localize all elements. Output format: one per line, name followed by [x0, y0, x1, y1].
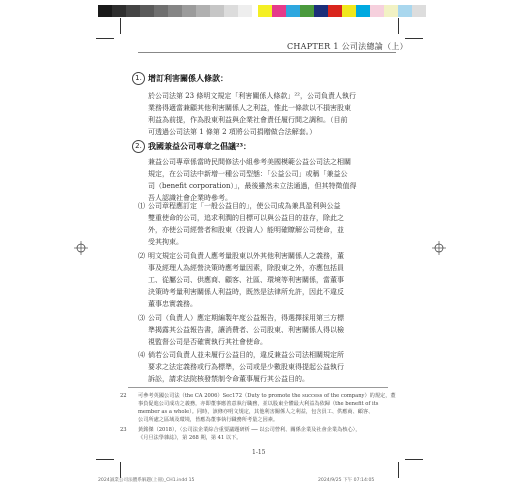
text-line: 吾人認識社會企業時參考。: [148, 194, 232, 202]
text-line: 事及經理人為經營決策時應考量因素，除股東之外，亦應包括員: [148, 264, 344, 272]
header-rule: [138, 52, 396, 53]
crop-mark: [398, 18, 399, 34]
section-heading: 我國兼益公司專章之倡議²³：: [148, 141, 252, 151]
text-line: 兼益公司專章係當時民間修法小組參考美國模範公益公司法之相關: [148, 158, 351, 166]
page-number: 1-15: [252, 449, 266, 456]
crop-mark: [96, 459, 114, 460]
print-slug-left: 2024誠業公司法體系解題(上冊)_CH1.indd 15: [98, 478, 195, 483]
crop-mark: [405, 459, 423, 460]
section-2: [135, 141, 418, 204]
calibration-swatch: [356, 5, 370, 17]
text-line: 董事忠實義務。: [148, 300, 197, 308]
calibration-swatch: [258, 5, 272, 17]
section-1: [135, 73, 418, 138]
text-line: 公司（負責人）應定期編製年度公益報告，得選擇採用第三方標: [148, 314, 344, 322]
text-line: 規定，在公司法中新增一種公司型態：「公益公司」或稱「兼益公: [148, 170, 348, 178]
calibration-swatch: [98, 5, 112, 17]
list-item: [138, 250, 344, 310]
calibration-swatch: [140, 5, 154, 17]
text-line: 司（benefit corporation）」，最後雖然未立法通過，但其特徵值得: [148, 182, 357, 190]
crop-mark: [398, 462, 399, 478]
list-marker: ⑵: [138, 252, 145, 260]
running-header: CHAPTER 1 公司法總論（上）: [286, 42, 408, 51]
calibration-swatch: [328, 5, 342, 17]
list-item: [138, 349, 344, 385]
calibration-swatch: [412, 5, 426, 17]
list-marker: ⑴: [138, 202, 145, 210]
list-marker: ⑷: [138, 351, 145, 359]
registration-mark-icon: [74, 241, 88, 255]
calibration-swatch: [168, 5, 182, 17]
calibration-swatch: [286, 5, 300, 17]
section-paragraph: [148, 90, 418, 138]
text-line: 倘若公司負責人並未履行公益目的，違反兼益公司法相關規定所: [148, 351, 344, 359]
footnote: [120, 426, 398, 442]
calibration-swatch: [300, 5, 314, 17]
text-line: 外，亦使公司經營者和股東（投資人）能明確瞭解公司使命，並: [148, 226, 344, 234]
text-line: 要求之法定義務或行為標準，公司或是少數股東得提起公益執行: [148, 363, 344, 371]
text-line: 黃銘傑（2018），〈公司法企業綜合重要議題研析 ── 以公司營利、關係企業及社會企業為核心〉，: [138, 427, 361, 433]
section-paragraph: [148, 156, 418, 204]
text-line: 訴訟，請求法院核發禁制令命董事履行其公益目的。: [148, 375, 309, 383]
section-heading: 增訂利害關係人條款：: [148, 73, 228, 83]
text-line: 公司章程應訂定「一般公益目的」，使公司成為兼具盈利與公益: [148, 202, 341, 210]
calibration-swatch: [196, 5, 210, 17]
text-line: member as a whole）。同時，該條亦明文規定，其他利害關係人之利益，包含員工、供應商、顧客、: [138, 409, 374, 415]
text-line: 可透過公司法第 1 條第 2 項將公司捐贈做合法解套。）: [148, 128, 317, 136]
calibration-swatch: [154, 5, 168, 17]
calibration-swatch: [342, 5, 356, 17]
calibration-swatch: [384, 5, 398, 17]
list-item: [138, 200, 344, 248]
calibration-swatch: [112, 5, 126, 17]
footnote-number: 22: [120, 393, 127, 399]
footnote-rule: [128, 387, 388, 388]
text-line: 《月旦法學雜誌》，第 268 期，第 41 以下。: [138, 435, 242, 441]
text-line: 明文規定公司負責人應考量股東以外其他利害關係人之義務，董: [148, 252, 344, 260]
grayscale-calibration-bar: [98, 5, 252, 17]
list-marker: ⑶: [138, 314, 145, 322]
text-line: 可參考英國公司法（the CA 2006）Sec172（Duty to promote the success of the company）的規定，董: [138, 393, 396, 399]
text-line: 準揭露其公益報告書，讓消費者、公司股東、利害關係人得以檢: [148, 326, 344, 334]
text-line: 受其拘束。: [148, 238, 183, 246]
calibration-swatch: [210, 5, 224, 17]
calibration-swatch: [370, 5, 384, 17]
calibration-swatch: [182, 5, 196, 17]
text-line: 事負促進公司成功之義務，亦即董事應善意執行職務，並以股東全體最大利益為依歸（the benefit of its: [138, 401, 379, 407]
calibration-swatch: [314, 5, 328, 17]
text-line: 雙重使命的公司，追求利潤的目標可以與公益目的並存，除此之: [148, 214, 344, 222]
calibration-swatch: [224, 5, 238, 17]
text-line: 利益為前提，作為股東利益與企業社會責任履行間之調和。（目前: [148, 116, 348, 124]
registration-mark-icon: [432, 241, 446, 255]
calibration-swatch: [398, 5, 412, 17]
text-line: 工、從屬公司、供應商、顧客、社區、環境等利害關係，當董事: [148, 276, 344, 284]
list-item: [138, 312, 344, 348]
footnote-number: 23: [120, 427, 127, 433]
crop-mark: [405, 38, 423, 39]
section-number-badge: 1.: [132, 72, 145, 85]
text-line: 公司所處之區域及環境，皆應為董事執行職務所考量之因素。: [138, 417, 279, 423]
text-line: 決策時考量利害關係人利益時，既然是法律所允許，因此不違反: [148, 288, 344, 296]
text-line: 於公司法第 23 條明文規定「利害關係人條款」²²，公司負責人執行: [148, 92, 356, 100]
footnote: [120, 392, 398, 424]
print-slug-right: 2024/9/25 下午 07:14:05: [318, 478, 375, 483]
calibration-swatch: [272, 5, 286, 17]
crop-mark: [120, 462, 121, 478]
text-line: 視監督公司是否確實執行其社會使命。: [148, 338, 267, 346]
crop-mark: [96, 38, 114, 39]
calibration-swatch: [126, 5, 140, 17]
crop-mark: [120, 18, 121, 34]
section-number-badge: 2.: [132, 140, 145, 153]
calibration-swatch: [238, 5, 252, 17]
color-calibration-bar: [258, 5, 426, 17]
text-line: 業務得適當兼顧其他利害關係人之利益，惟此一條款以不損害股東: [148, 104, 351, 112]
